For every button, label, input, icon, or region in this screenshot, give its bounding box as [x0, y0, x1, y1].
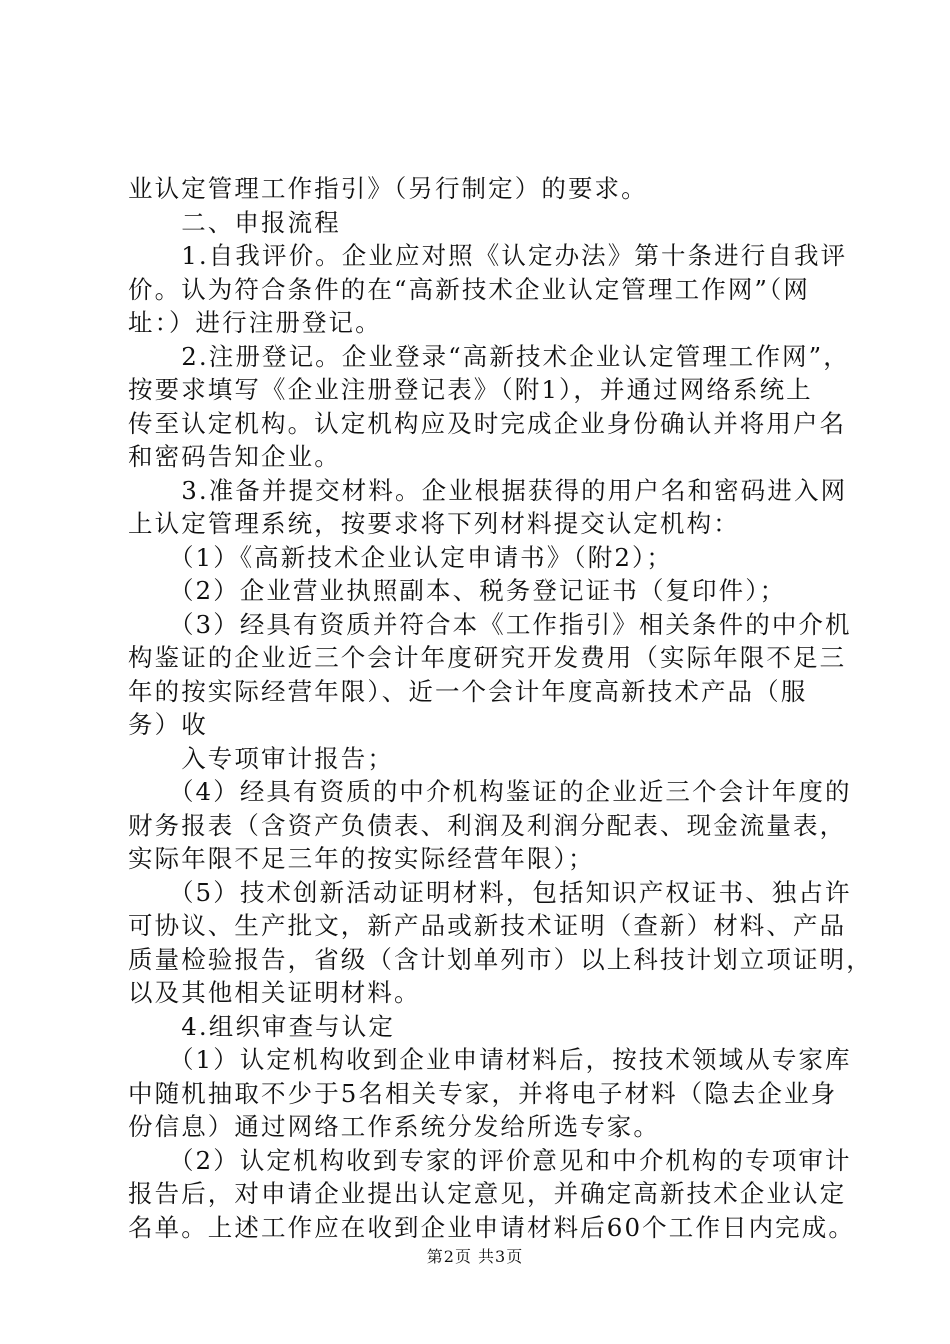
text-line: 2.注册登记。企业登录“高新技术企业认定管理工作网”， [128, 341, 850, 371]
text-line: （4）经具有资质的中介机构鉴证的企业近三个会计年度的 [128, 777, 852, 806]
text-line: 价。认为符合条件的在“高新技术企业认定管理工作网”（网 [128, 274, 810, 304]
text-line: 按要求填写《企业注册登记表》（附1），并通过网络系统上 [128, 375, 813, 404]
text-line: 可协议、生产批文，新产品或新技术证明（查新）材料、产品 [128, 911, 847, 940]
text-line: 业认定管理工作指引》（另行制定）的要求。 [128, 174, 648, 203]
text-line: 份信息）通过网络工作系统分发给所选专家。 [128, 1112, 660, 1141]
text-line: 和密码告知企业。 [128, 442, 341, 471]
text-line: （5）技术创新活动证明材料，包括知识产权证书、独占许 [128, 877, 852, 907]
text-line: （2）认定机构收到专家的评价意见和中介机构的专项审计 [128, 1145, 852, 1175]
body-text [128, 172, 873, 1244]
text-line: 以及其他相关证明材料。 [128, 978, 421, 1007]
text-line: 实际年限不足三年的按实际经营年限）； [128, 844, 595, 873]
text-line: （1）《高新技术企业认定申请书》（附2）； [128, 542, 673, 572]
text-line: 名单。上述工作应在收到企业申请材料后60个工作日内完成。 [128, 1212, 855, 1242]
text-line: （1）认定机构收到企业申请材料后，按技术领域从专家库 [128, 1045, 852, 1074]
text-line: 财务报表（含资产负债表、利润及利润分配表、现金流量表， [128, 810, 847, 840]
text-line: 构鉴证的企业近三个会计年度研究开发费用（实际年限不足三 [128, 643, 847, 672]
section-heading: 4.组织审查与认定 [128, 1011, 395, 1041]
text-line: 年的按实际经营年限）、近一个会计年度高新技术产品（服 [128, 676, 808, 706]
section-heading: 二、申报流程 [128, 207, 341, 237]
text-line: 传至认定机构。认定机构应及时完成企业身份确认并将用户名 [128, 408, 847, 438]
page-footer: 第2页 共3页 [426, 1247, 524, 1266]
text-line: 质量检验报告，省级（含计划单列市）以上科技计划立项证明， [128, 944, 873, 974]
text-line: 报告后，对申请企业提出认定意见，并确定高新技术企业认定 [128, 1179, 847, 1208]
text-line: 1.自我评价。企业应对照《认定办法》第十条进行自我评 [128, 241, 848, 270]
text-line: 中随机抽取不少于5名相关专家，并将电子材料（隐去企业身 [128, 1078, 838, 1108]
text-line: （3）经具有资质并符合本《工作指引》相关条件的中介机 [128, 609, 852, 639]
text-line: 上认定管理系统，按要求将下列材料提交认定机构： [128, 509, 740, 538]
text-line: （2）企业营业执照副本、税务登记证书（复印件）； [128, 576, 787, 605]
text-line: 务）收 [128, 710, 208, 739]
text-line: 址：）进行注册登记。 [128, 308, 382, 337]
text-line: 3.准备并提交材料。企业根据获得的用户名和密码进入网 [128, 475, 848, 505]
text-line: 入专项审计报告； [128, 743, 394, 773]
